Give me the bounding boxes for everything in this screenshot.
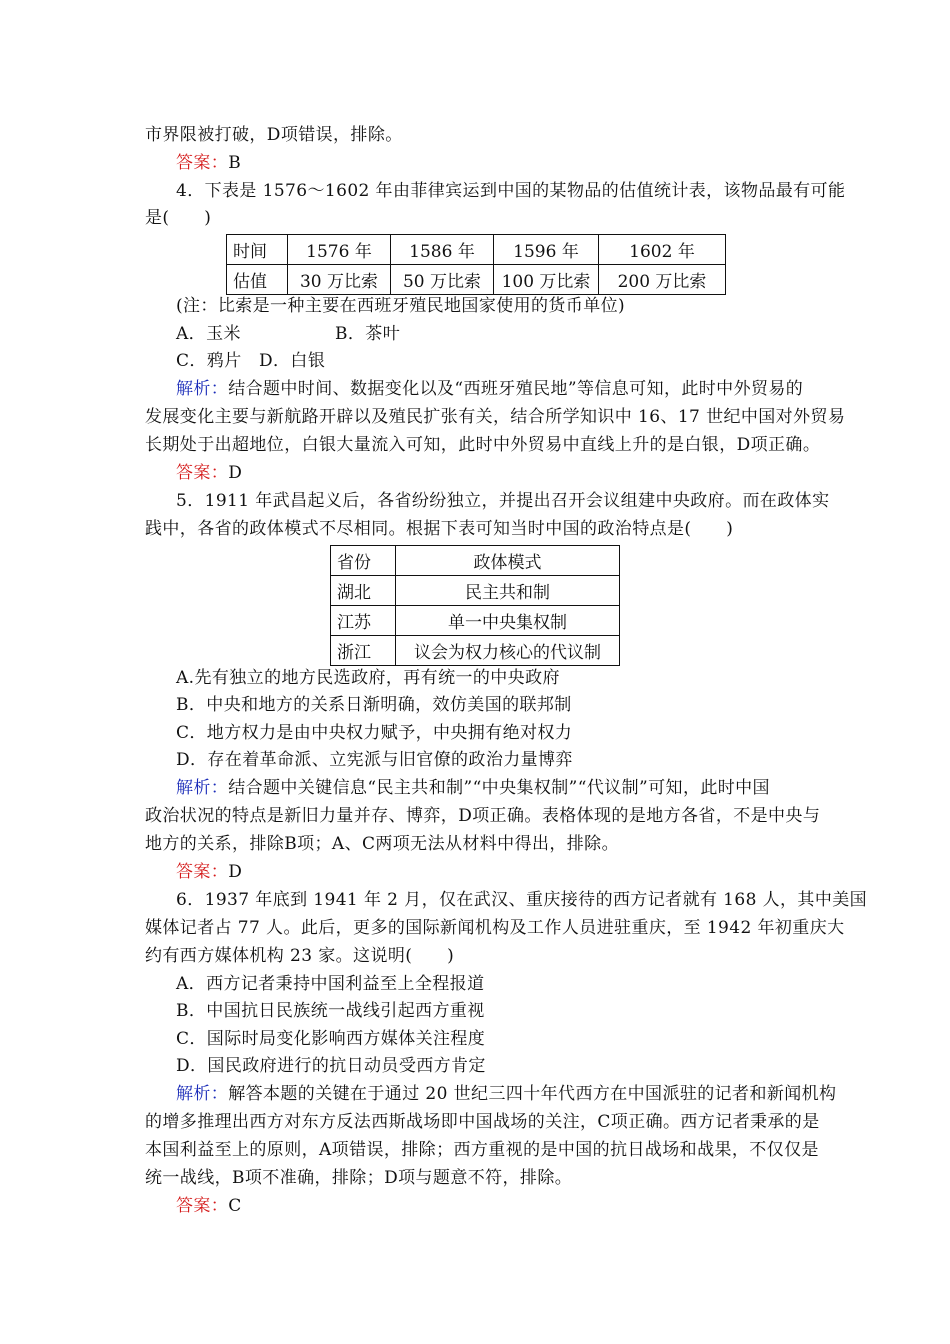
answer-value: C — [228, 1196, 242, 1216]
analysis-text: 地方的关系，排除B项；A、C两项无法从材料中得出，排除。 — [145, 834, 619, 854]
answer-value: D — [228, 862, 243, 882]
answer-line — [176, 459, 840, 487]
analysis-line — [176, 375, 840, 403]
table-cell: 省份 — [331, 546, 396, 576]
option-b: B．茶叶 — [335, 324, 401, 344]
table-cell: 1576 年 — [288, 235, 391, 265]
option-b: B．中国抗日民族统一战线引起西方重视 — [176, 1001, 485, 1021]
table-cell: 单一中央集权制 — [396, 606, 620, 636]
analysis-text: 的增多推理出西方对东方反法西斯战场即中国战场的关注，C项正确。西方记者秉承的是 — [145, 1112, 820, 1132]
table-cell: 1602 年 — [599, 235, 726, 265]
answer-label: 答案： — [176, 463, 229, 483]
table-cell: 议会为权力核心的代议制 — [396, 636, 620, 666]
answer-line — [176, 1192, 840, 1220]
analysis-text: 政治状况的特点是新旧力量并存、博弈，D项正确。表格体现的是地方各省，不是中央与 — [145, 806, 821, 826]
analysis-line — [176, 1080, 840, 1108]
answer-line — [176, 149, 840, 177]
table-cell: 民主共和制 — [396, 576, 620, 606]
option-a: A.先有独立的地方民选政府，再有统一的中央政府 — [176, 668, 560, 688]
table-question-4 — [226, 234, 726, 295]
table-cell: 1586 年 — [391, 235, 494, 265]
table-row — [227, 265, 726, 295]
option-a: A．玉米 — [176, 324, 241, 344]
answer-label: 答案： — [176, 862, 229, 882]
option-d: D．存在着革命派、立宪派与旧官僚的政治力量博弈 — [176, 750, 573, 770]
analysis-text: 结合题中关键信息“民主共和制”“中央集权制”“代议制”可知，此时中国 — [228, 778, 770, 798]
table-question-5 — [330, 545, 620, 666]
text-line: 市界限被打破，D项错误，排除。 — [145, 125, 403, 145]
question-4-text-cont: 是( ) — [145, 208, 212, 228]
analysis-label: 解析： — [176, 778, 229, 798]
analysis-text: 解答本题的关键在于通过 20 世纪三四十年代西方在中国派驻的记者和新闻机构 — [228, 1084, 837, 1104]
table-cell: 政体模式 — [396, 546, 620, 576]
option-b: B．中央和地方的关系日渐明确，效仿美国的联邦制 — [176, 695, 572, 715]
question-6-text: 6．1937 年底到 1941 年 2 月，仅在武汉、重庆接待的西方记者就有 168 人，其中美国 — [176, 890, 868, 910]
question-4-text: 4．下表是 1576～1602 年由菲律宾运到中国的某物品的估值统计表，该物品最有可能 — [176, 181, 846, 201]
option-c-d: C．鸦片 D．白银 — [176, 351, 326, 371]
table-cell: 1596 年 — [494, 235, 599, 265]
answer-line — [176, 858, 840, 886]
table-row — [331, 606, 620, 636]
table-cell: 100 万比索 — [494, 265, 599, 295]
table-cell: 30 万比索 — [288, 265, 391, 295]
analysis-text: 结合题中时间、数据变化以及“西班牙殖民地”等信息可知，此时中外贸易的 — [228, 379, 804, 399]
table-header-row — [331, 546, 620, 576]
analysis-line — [176, 774, 840, 802]
option-c: C．国际时局变化影响西方媒体关注程度 — [176, 1029, 486, 1049]
question-5-text: 5．1911 年武昌起义后，各省纷纷独立，并提出召开会议组建中央政府。而在政体实 — [176, 491, 830, 511]
answer-value: D — [228, 463, 243, 483]
table-cell: 200 万比索 — [599, 265, 726, 295]
answer-label: 答案： — [176, 1196, 229, 1216]
analysis-text: 长期处于出超地位，白银大量流入可知，此时中外贸易中直线上升的是白银，D项正确。 — [145, 435, 821, 455]
table-cell: 估值 — [227, 265, 288, 295]
option-d: D．国民政府进行的抗日动员受西方肯定 — [176, 1056, 486, 1076]
analysis-text: 本国利益至上的原则，A项错误，排除；西方重视的是中国的抗日战场和战果，不仅仅是 — [145, 1140, 819, 1160]
table-header-row — [227, 235, 726, 265]
table-cell: 时间 — [227, 235, 288, 265]
option-c: C．地方权力是由中央权力赋予，中央拥有绝对权力 — [176, 723, 573, 743]
table-note: (注：比索是一种主要在西班牙殖民地国家使用的货币单位) — [176, 296, 626, 316]
option-a: A．西方记者秉持中国利益至上全程报道 — [176, 974, 485, 994]
analysis-text: 发展变化主要与新航路开辟以及殖民扩张有关，结合所学知识中 16、17 世纪中国对外贸易 — [145, 407, 846, 427]
question-5-text-cont: 践中，各省的政体模式不尽相同。根据下表可知当时中国的政治特点是( ) — [145, 519, 734, 539]
answer-label: 答案： — [176, 153, 229, 173]
question-6-text-cont: 媒体记者占 77 人。此后，更多的国际新闻机构及工作人员进驻重庆，至 1942 年初重庆大 — [145, 918, 845, 938]
analysis-label: 解析： — [176, 1084, 229, 1104]
analysis-text: 统一战线，B项不准确，排除；D项与题意不符，排除。 — [145, 1168, 573, 1188]
table-cell: 50 万比索 — [391, 265, 494, 295]
analysis-label: 解析： — [176, 379, 229, 399]
table-cell: 湖北 — [331, 576, 396, 606]
table-cell: 浙江 — [331, 636, 396, 666]
answer-value: B — [228, 153, 242, 173]
question-6-text-cont: 约有西方媒体机构 23 家。这说明( ) — [145, 946, 455, 966]
table-row — [331, 576, 620, 606]
table-row — [331, 636, 620, 666]
table-cell: 江苏 — [331, 606, 396, 636]
